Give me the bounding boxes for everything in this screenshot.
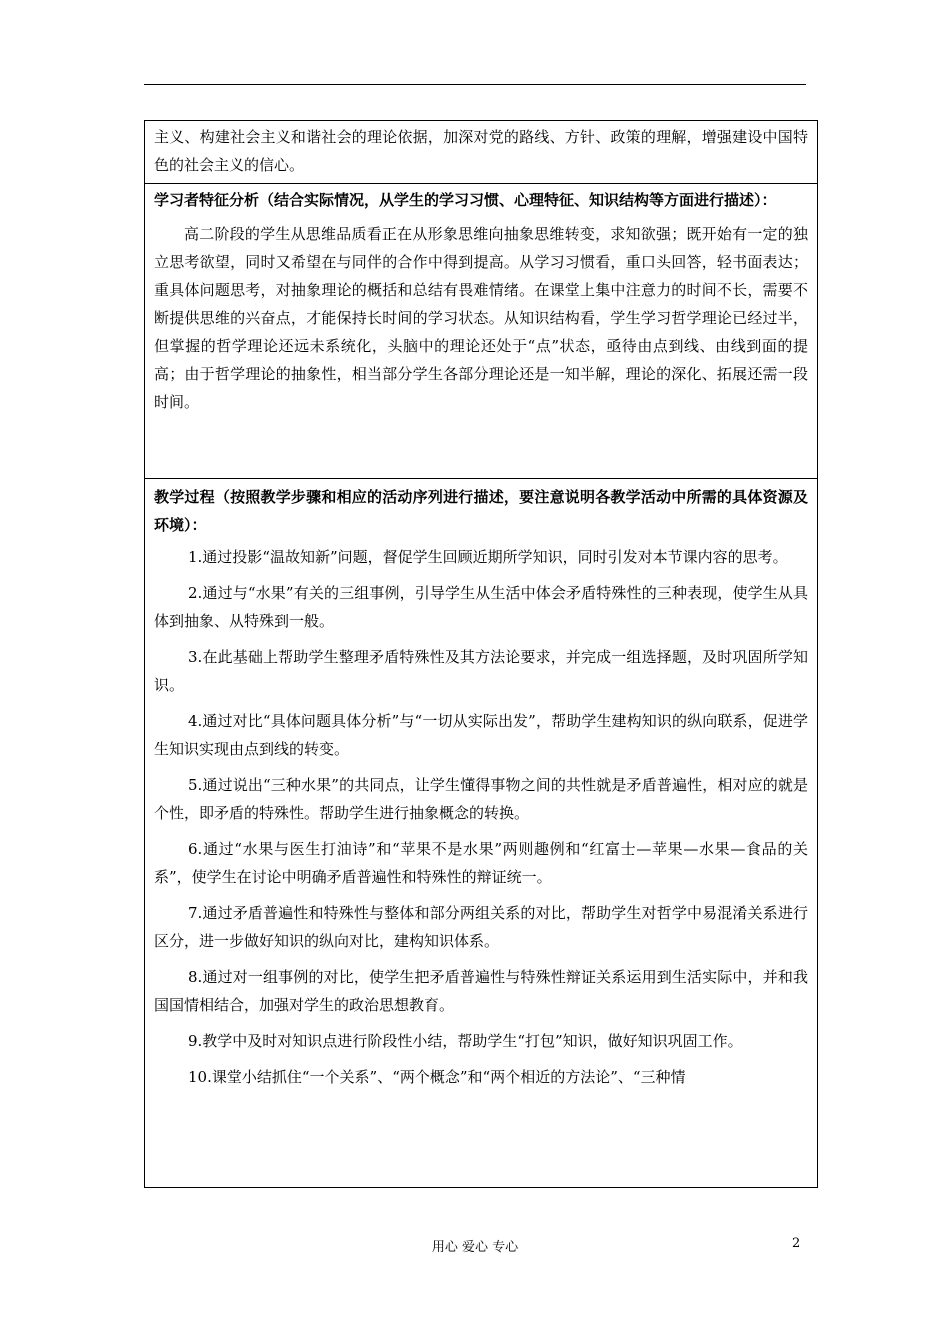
lesson-plan-table bbox=[144, 120, 818, 1188]
learner-analysis-body: 高二阶段的学生从思维品质看正在从形象思维向抽象思维转变，求知欲强；既开始有一定的独立思考欲望，同时又希望在与同伴的合作中得到提高。从学习习惯看，重口头回答，轻书面表达；重具体问题思考，对抽象理论的概括和总结有畏难情绪。在课堂上集中注意力的时间不长，需要不断提供思维的兴奋点，才能保持长时间的学习状态。从知识结构看，学生学习哲学理论已经过半，但掌握的哲学理论还远未系统化，头脑中的理论还处于“点”状态，亟待由点到线、由线到面的提高；由于哲学理论的抽象性，相当部分学生各部分理论还是一知半解，理论的深化、拓展还需一段时间。 bbox=[154, 225, 808, 411]
teaching-step: 10.课堂小结抓住“一个关系”、“两个概念”和“两个相近的方法论”、“三种情 bbox=[188, 1068, 686, 1086]
footer-slogan: 用心 爱心 专心 bbox=[431, 1240, 519, 1255]
intro-continuation-text: 主义、构建社会主义和谐社会的理论依据，加深对党的路线、方针、政策的理解，增强建设中国特色的社会主义的信心。 bbox=[154, 128, 808, 174]
table-row bbox=[145, 121, 818, 184]
table-cell-teaching-process bbox=[145, 479, 818, 1188]
teaching-step: 7.通过矛盾普遍性和特殊性与整体和部分两组关系的对比，帮助学生对哲学中易混淆关系进行区分，进一步做好知识的纵向对比，建构知识体系。 bbox=[154, 904, 808, 950]
teaching-step: 4.通过对比“具体问题具体分析”与“一切从实际出发”，帮助学生建构知识的纵向联系，促进学生知识实现由点到线的转变。 bbox=[154, 712, 808, 758]
teaching-step: 1.通过投影“温故知新”问题，督促学生回顾近期所学知识，同时引发对本节课内容的思考。 bbox=[188, 548, 788, 566]
teaching-step: 6.通过“水果与医生打油诗”和“苹果不是水果”两则趣例和“红富士—苹果—水果—食品的关系”，使学生在讨论中明确矛盾普遍性和特殊性的辩证统一。 bbox=[154, 840, 808, 886]
table-row bbox=[145, 479, 818, 1188]
teaching-step: 3.在此基础上帮助学生整理矛盾特殊性及其方法论要求，并完成一组选择题，及时巩固所学知识。 bbox=[154, 648, 808, 694]
teaching-step: 5.通过说出“三种水果”的共同点，让学生懂得事物之间的共性就是矛盾普遍性，相对应的就是个性，即矛盾的特殊性。帮助学生进行抽象概念的转换。 bbox=[154, 776, 808, 822]
teaching-step: 8.通过对一组事例的对比，使学生把矛盾普遍性与特殊性辩证关系运用到生活实际中，并和我国国情相结合，加强对学生的政治思想教育。 bbox=[154, 968, 808, 1014]
table-cell-learner-analysis bbox=[145, 184, 818, 479]
teaching-step: 2.通过与“水果”有关的三组事例，引导学生从生活中体会矛盾特殊性的三种表现，使学生从具体到抽象、从特殊到一般。 bbox=[154, 584, 808, 630]
teaching-process-heading: 教学过程（按照教学步骤和相应的活动序列进行描述，要注意说明各教学活动中所需的具体资源及环境）： bbox=[154, 488, 808, 534]
learner-analysis-heading: 学习者特征分析（结合实际情况，从学生的学习习惯、心理特征、知识结构等方面进行描述）： bbox=[154, 191, 777, 209]
table-row bbox=[145, 184, 818, 479]
teaching-step: 9.教学中及时对知识点进行阶段性小结，帮助学生“打包”知识，做好知识巩固工作。 bbox=[188, 1032, 743, 1050]
page-number: 2 bbox=[792, 1236, 801, 1251]
table-cell-intro bbox=[145, 121, 818, 184]
header-rule bbox=[144, 84, 806, 85]
